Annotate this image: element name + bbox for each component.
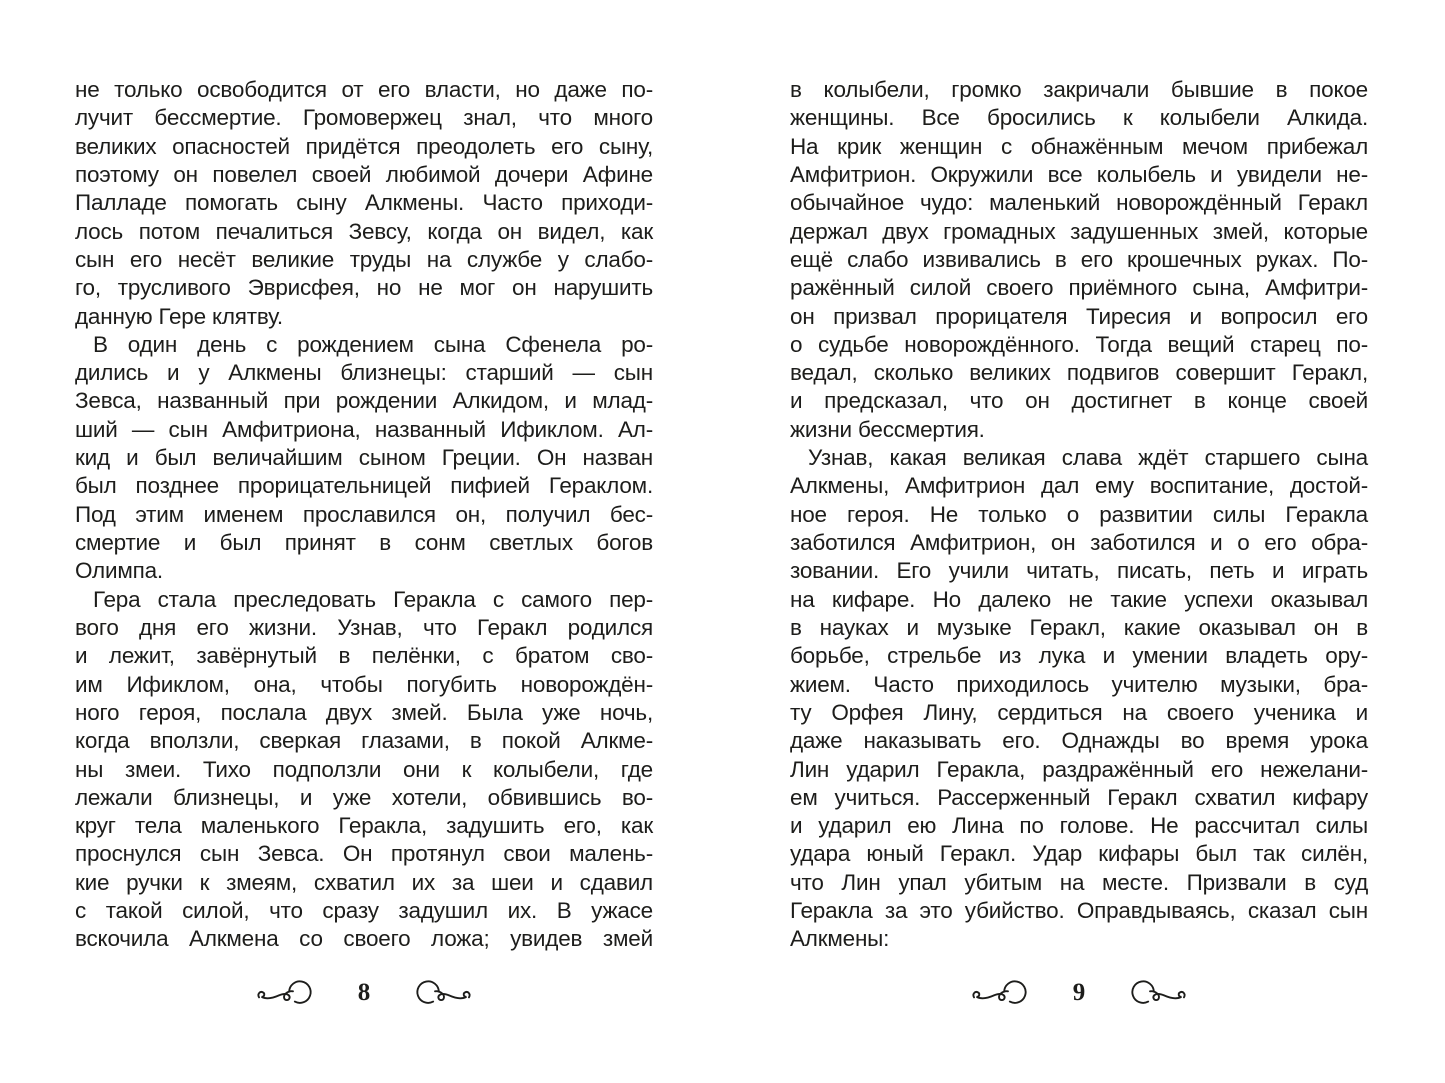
paragraph	[75, 76, 653, 331]
text-line: удара юный Геракл. Удар кифары был так силён,	[790, 841, 1368, 867]
text-line: что Лин упал убитым на месте. Призвали в суд	[790, 869, 1368, 895]
text-line: ший — сын Амфитриона, названный Ификлом. Ал-	[75, 416, 653, 442]
text-line: борьбе, стрельбе из лука и умении владеть ору-	[790, 643, 1368, 669]
text-line: и предсказал, что он достигнет в конце своей	[790, 388, 1368, 414]
text-line: поэтому он повелел своей любимой дочери Афине	[75, 161, 653, 187]
text-line: держал двух громадных задушенных змей, которые	[790, 218, 1368, 244]
text-line: с такой силой, что сразу задушил их. В ужасе	[75, 898, 653, 924]
text-line: и лежит, завёрнутый в пелёнки, с братом сво-	[75, 643, 653, 669]
left-page-footer	[75, 970, 653, 1012]
text-line: даже наказывать его. Однажды во время урока	[790, 728, 1368, 754]
text-line: на кифаре. Но далеко не такие успехи оказывал	[790, 586, 1368, 612]
text-line: женщины. Все бросились к колыбели Алкида.	[790, 105, 1368, 131]
right-page-text-column	[790, 76, 1368, 954]
flourish-left-icon	[256, 975, 314, 1007]
text-line: Алкмены:	[790, 926, 890, 952]
text-line: ного героя, послала двух змей. Была уже ночь,	[75, 699, 653, 725]
text-line: смертие и был принят в сонм светлых богов	[75, 530, 653, 555]
text-line: ещё слабо извивались в его крошечных руках. По-	[790, 246, 1368, 272]
text-line: зовании. Его учили читать, писать, петь и играть	[790, 558, 1368, 584]
text-line: жизни бессмертия.	[790, 416, 985, 442]
left-page-text-column	[75, 76, 653, 954]
text-line: Зевса, названный при рождении Алкидом, и млад-	[75, 388, 653, 414]
text-line: Амфитрион. Окружили все колыбель и увидели не-	[790, 161, 1368, 187]
text-line: ное героя. Не только о развитии силы Геракла	[790, 501, 1368, 527]
text-line: Палладе помогать сыну Алкмены. Часто приходи-	[75, 190, 653, 216]
paragraph	[75, 331, 653, 586]
text-line: ведал, сколько великих подвигов совершит Геракл,	[790, 360, 1368, 386]
paragraph	[75, 586, 653, 954]
text-line: лучит бессмертие. Громовержец знал, что много	[75, 105, 653, 131]
text-line: сын его несёт великие труды на службе у слабо-	[75, 246, 653, 272]
paragraph	[790, 76, 1368, 444]
flourish-right-icon	[414, 975, 472, 1007]
text-line: лежали близнецы, и уже хотели, обвившись во-	[75, 784, 653, 810]
flourish-left-icon	[971, 975, 1029, 1007]
text-line: круг тела маленького Геракла, задушить его, как	[75, 813, 653, 839]
text-line: и ударил ею Лина по голове. Не рассчитал силы	[790, 813, 1368, 839]
text-line: кид и был величайшим сыном Греции. Он назван	[75, 445, 653, 471]
text-line: он призвал прорицателя Тиресия и вопросил его	[790, 303, 1368, 329]
text-line: заботился Амфитрион, он заботился и о его обра-	[790, 530, 1368, 555]
text-line: ражённый силой своего приёмного сына, Амфитри-	[790, 275, 1368, 301]
text-line: о судьбе новорождённого. Тогда вещий старец по-	[790, 331, 1368, 357]
text-line: В один день с рождением сына Сфенела ро-	[93, 331, 653, 357]
text-line: когда вползли, сверкая глазами, в покой Алкме-	[75, 728, 653, 754]
text-line: ем учиться. Рассерженный Геракл схватил кифару	[790, 784, 1368, 810]
text-line: в науках и музыке Геракл, какие оказывал он в	[790, 614, 1368, 640]
text-line: обычайное чудо: маленький новорождённый Геракл	[790, 190, 1368, 216]
text-line: в колыбели, громко закричали бывшие в покое	[790, 77, 1368, 102]
page-number: 9	[1072, 978, 1086, 1006]
text-line: Лин ударил Геракла, раздражённый его нежелани-	[790, 756, 1368, 782]
text-line: жием. Часто приходилось учителю музыки, бра-	[790, 671, 1368, 697]
page-number: 8	[357, 978, 371, 1006]
text-line: великих опасностей придётся преодолеть его сыну,	[75, 133, 653, 159]
text-line: Под этим именем прославился он, получил бес-	[75, 501, 653, 527]
text-line: го, трусливого Эврисфея, но не мог он нарушить	[75, 275, 653, 301]
text-line: был позднее прорицательницей пифией Гераклом.	[75, 473, 653, 499]
text-line: лось потом печалиться Зевсу, когда он видел, как	[75, 218, 653, 244]
text-line: Олимпа.	[75, 558, 163, 584]
text-line: Узнав, какая великая слава ждёт старшего сына	[808, 445, 1368, 471]
text-line: вого дня его жизни. Узнав, что Геракл родился	[75, 614, 653, 640]
flourish-right-icon	[1129, 975, 1187, 1007]
text-line: вскочила Алкмена со своего ложа; увидев змей	[75, 926, 653, 952]
text-line: дились и у Алкмены близнецы: старший — сын	[75, 360, 653, 386]
paragraph	[790, 444, 1368, 954]
text-line: не только освободится от его власти, но даже по-	[75, 77, 653, 102]
text-line: На крик женщин с обнажённым мечом прибежал	[790, 133, 1368, 159]
text-line: Геракла за это убийство. Оправдываясь, сказал сын	[790, 898, 1368, 924]
text-line: ту Орфея Лину, сердиться на своего ученика и	[790, 699, 1368, 725]
text-line: ны змеи. Тихо подползли они к колыбели, где	[75, 756, 653, 782]
right-page-footer	[790, 970, 1368, 1012]
text-line: проснулся сын Зевса. Он протянул свои малень-	[75, 841, 653, 867]
text-line: Алкмены, Амфитрион дал ему воспитание, достой-	[790, 473, 1368, 499]
text-line: данную Гере клятву.	[75, 303, 283, 329]
text-line: кие ручки к змеям, схватил их за шеи и сдавил	[75, 869, 653, 895]
text-line: им Ификлом, она, чтобы погубить новорождён-	[75, 671, 653, 697]
text-line: Гера стала преследовать Геракла с самого пер-	[93, 586, 653, 612]
